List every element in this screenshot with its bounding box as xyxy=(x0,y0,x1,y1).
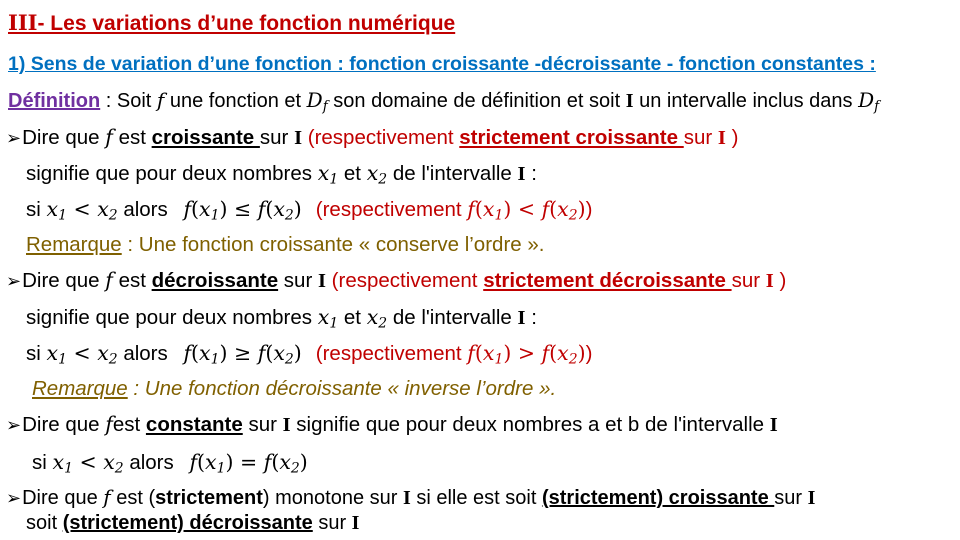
decroissante-f: f xyxy=(105,268,113,292)
strict-croissante-keyword: strictement croissante xyxy=(459,126,684,149)
definition-line xyxy=(8,87,879,114)
constante-condition xyxy=(32,449,308,476)
si-text: si xyxy=(26,198,47,221)
croissante-keyword: croissante xyxy=(151,126,260,149)
title-text: - Les variations d’une fonction numérique xyxy=(37,12,456,35)
section-title xyxy=(8,10,455,37)
decroissante-interval: I xyxy=(317,270,326,292)
bullet-arrow-icon: ➢ xyxy=(6,415,22,436)
remarque-label-1: Remarque xyxy=(26,233,122,256)
decroissante-resp: (respectivement strictement décroissante sur I ) xyxy=(325,269,787,292)
constante-equality: $f(x_1) = f(x_2)$ xyxy=(189,450,308,477)
monotone-croissante-keyword: (strictement) croissante xyxy=(541,487,775,509)
monotone-text-5: sur xyxy=(774,487,808,509)
monotone-decroissante-keyword: (strictement) décroissante xyxy=(62,512,313,534)
constante-keyword: constante xyxy=(145,413,243,436)
alors-text: alors xyxy=(123,451,180,474)
title-numeral: III xyxy=(8,10,38,35)
remarque-text-2: : Une fonction décroissante « inverse l’ordre ». xyxy=(127,377,557,400)
decroissante-keyword: décroissante xyxy=(151,269,279,292)
croissante-f: f xyxy=(105,125,113,149)
definition-text-1: : Soit xyxy=(100,90,157,112)
alors-text: alors xyxy=(117,198,174,221)
croissante-signifie xyxy=(26,160,537,187)
condition-inequality: $x_1 < x_2$ xyxy=(52,450,124,477)
definition-domain-end: $D_f$ xyxy=(858,88,880,115)
constante-interval-2: I xyxy=(769,414,778,436)
decroissante-sig-text-1: signifie que pour deux nombres xyxy=(26,306,318,329)
x1: $x_1$ xyxy=(317,305,339,332)
bullet-arrow-icon: ➢ xyxy=(6,488,22,509)
constante-interval: I xyxy=(282,414,291,436)
decroissante-inequality: $f(x_1) \ge f(x_2)$ xyxy=(183,341,302,368)
croissante-inequality: $f(x_1) \le f(x_2)$ xyxy=(183,197,302,224)
monotone-text-3: ) monotone sur xyxy=(262,487,403,509)
decroissante-text-1: Dire que xyxy=(22,269,106,292)
monotone-interval: I xyxy=(403,487,411,509)
definition-text-2: une fonction et xyxy=(164,90,307,112)
bullet-decroissante xyxy=(6,267,786,295)
croissante-sig-text-1: signifie que pour deux nombres xyxy=(26,162,318,185)
si-text: si xyxy=(32,451,53,474)
constante-f: f xyxy=(105,412,113,436)
definition-text-3: son domaine de définition et soit xyxy=(327,90,626,112)
decroissante-sig-text-2: et xyxy=(338,306,367,329)
croissante-interval: I xyxy=(294,127,303,149)
constante-text-1: Dire que xyxy=(22,413,106,436)
constante-text-2: est xyxy=(112,413,146,436)
remarque-text-1: : Une fonction croissante « conserve l’ordre ». xyxy=(121,233,545,256)
decroissante-text-2: est xyxy=(112,269,152,292)
strict-decroissante-keyword: strictement décroissante xyxy=(483,269,732,292)
monotone-interval-3: I xyxy=(351,512,360,534)
remarque-croissante xyxy=(26,232,544,258)
monotone-text-6: soit xyxy=(26,512,63,534)
croissante-strict-condition: (respectivement $f(x_1) < f(x_2)$) xyxy=(315,197,593,224)
bullet-monotone xyxy=(6,484,815,512)
croissante-sig-text-4: : xyxy=(525,162,537,185)
croissante-text-1: Dire que xyxy=(22,126,106,149)
constante-text-3: sur xyxy=(242,413,283,436)
monotone-text-4: si elle est soit xyxy=(410,487,542,509)
croissante-condition xyxy=(26,196,592,223)
croissante-sig-text-3: de l'intervalle xyxy=(387,162,518,185)
monotone-keyword: strictement xyxy=(155,487,263,509)
condition-inequality: $x_1 < x_2$ xyxy=(46,197,118,224)
x2: $x_2$ xyxy=(366,161,388,188)
croissante-resp: (respectivement strictement croissante sur I ) xyxy=(302,126,739,149)
monotone-interval-2: I xyxy=(807,487,816,509)
croissante-text-2: est xyxy=(112,126,152,149)
monotone-line-2 xyxy=(26,510,359,536)
definition-label: Définition xyxy=(8,90,101,112)
definition-f: f xyxy=(156,88,165,112)
monotone-text-1: Dire que xyxy=(22,487,104,509)
constante-text-4: signifie que pour deux nombres a et b de l'intervalle xyxy=(290,413,770,436)
x1: $x_1$ xyxy=(317,161,339,188)
condition-inequality: $x_1 < x_2$ xyxy=(46,341,118,368)
monotone-text-7: sur xyxy=(312,512,352,534)
decroissante-strict-condition: (respectivement $f(x_1) > f(x_2)$) xyxy=(315,341,593,368)
alors-text: alors xyxy=(117,342,174,365)
decroissante-sig-interval: I xyxy=(517,307,526,329)
bullet-arrow-icon: ➢ xyxy=(6,128,22,149)
croissante-sig-interval: I xyxy=(517,163,526,185)
bullet-constante xyxy=(6,411,778,439)
decroissante-text-3: sur xyxy=(278,269,318,292)
definition-interval: I xyxy=(625,90,634,112)
monotone-f: f xyxy=(103,485,111,509)
decroissante-sig-text-3: de l'intervalle xyxy=(387,306,518,329)
croissante-sig-text-2: et xyxy=(338,162,367,185)
bullet-arrow-icon: ➢ xyxy=(6,271,22,292)
definition-domain: $D_f$ xyxy=(306,88,328,115)
definition-text-4: un intervalle inclus dans xyxy=(633,90,859,112)
remarque-decroissante xyxy=(32,376,556,402)
x2: $x_2$ xyxy=(366,305,388,332)
si-text: si xyxy=(26,342,47,365)
monotone-text-2: est ( xyxy=(110,487,156,509)
bullet-croissante xyxy=(6,124,738,152)
remarque-label-2: Remarque xyxy=(32,377,128,400)
decroissante-condition xyxy=(26,340,592,367)
croissante-text-3: sur xyxy=(259,126,295,149)
decroissante-sig-text-4: : xyxy=(525,306,537,329)
subsection-title: 1) Sens de variation d’une fonction : fonction croissante -décroissante - fonction constantes : xyxy=(8,53,876,75)
decroissante-signifie xyxy=(26,304,537,331)
